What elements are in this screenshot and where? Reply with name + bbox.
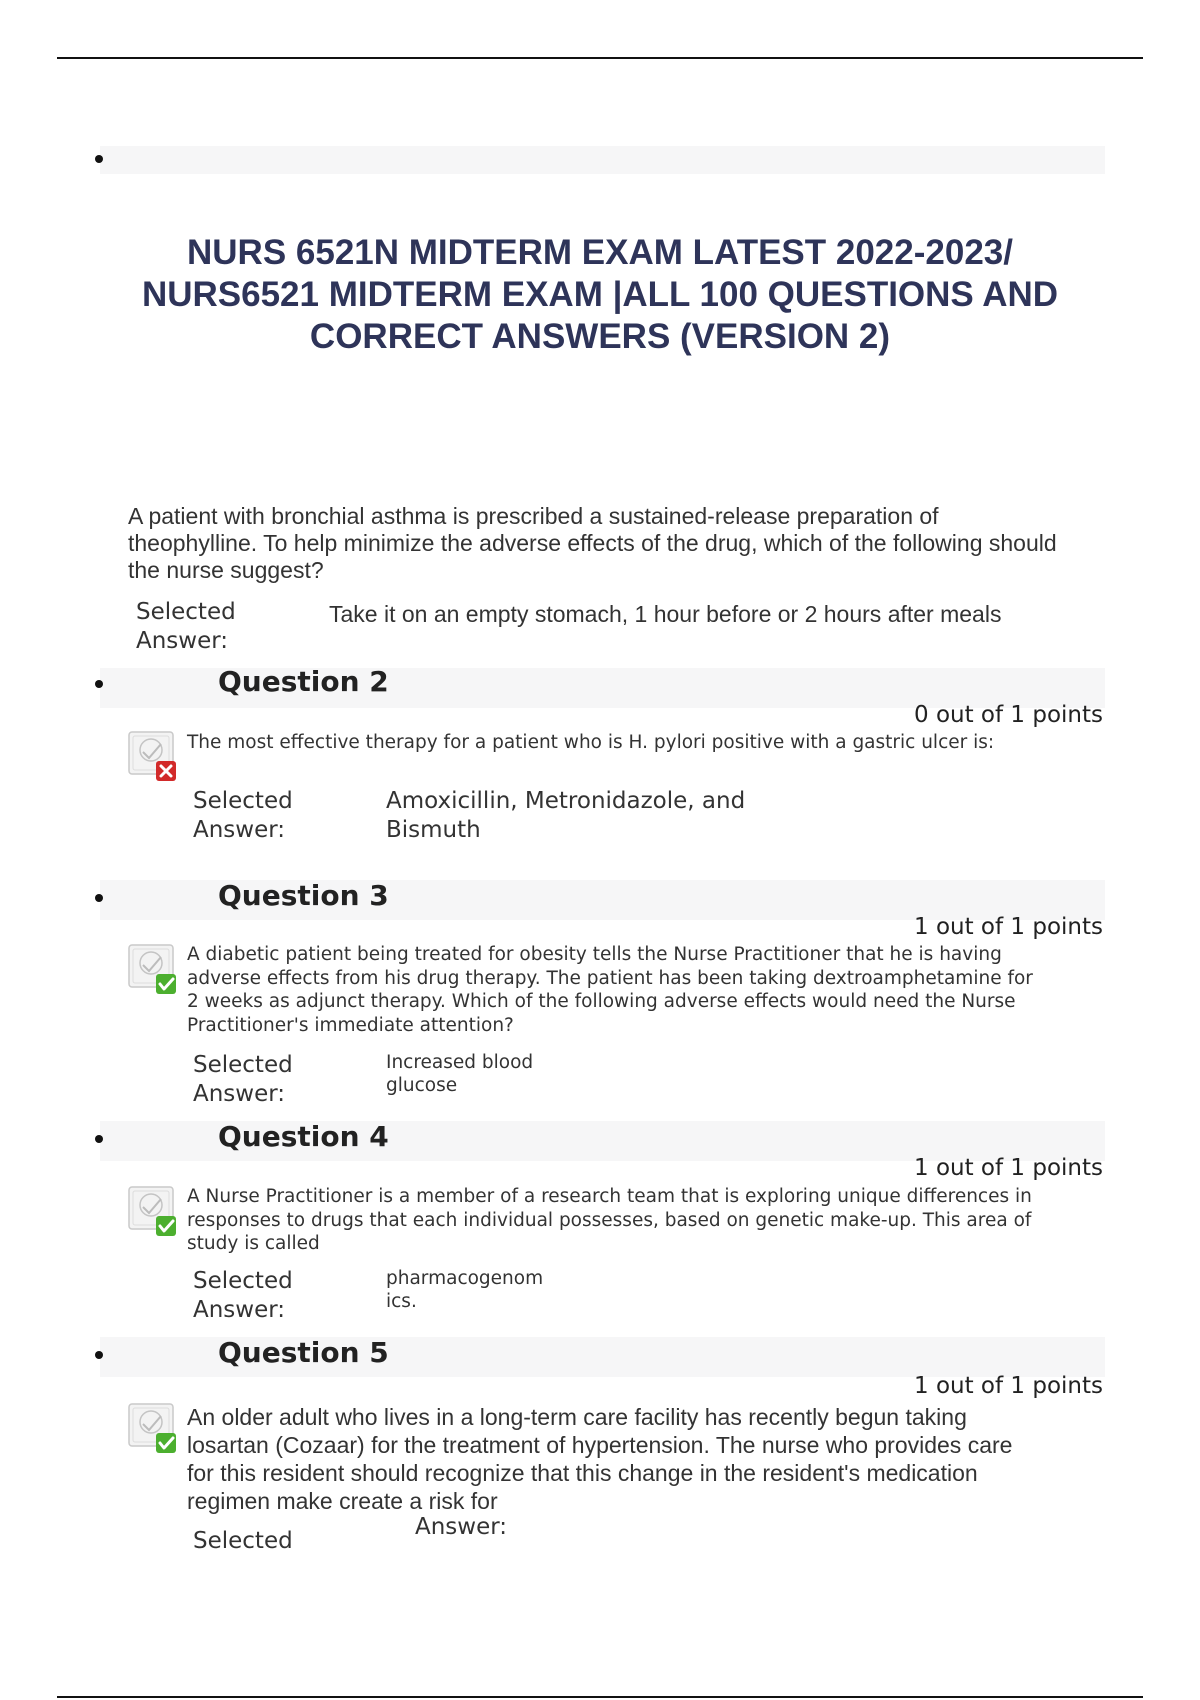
- title-line-2: NURS6521 MIDTERM EXAM |ALL 100 QUESTIONS AND: [141, 275, 1059, 314]
- q2-selected-answer: Amoxicillin, Metronidazole, and Bismuth: [386, 788, 746, 843]
- question-2-heading: Question 2: [218, 665, 389, 698]
- question-1-text: A patient with bronchial asthma is prescribed a sustained-release preparation of theophylline. To help minimize the adverse effects of the drug, which of the following should the nurse suggest?: [128, 503, 1057, 583]
- empty-bullet-band: [100, 146, 1105, 174]
- title-line-3: CORRECT ANSWERS (VERSION 2): [309, 317, 891, 356]
- question-2-points: 0 out of 1 points: [914, 702, 1103, 728]
- q3-selected-answer: Increased blood glucose: [386, 1052, 534, 1096]
- q5-selected-label: Selected: [193, 1528, 293, 1554]
- q4-selected-answer: pharmacogenom ics.: [386, 1268, 544, 1312]
- q1-selected-label: Selected Answer:: [136, 599, 236, 654]
- q2-selected-label: Selected Answer:: [193, 788, 293, 843]
- bullet-dot: [95, 1351, 103, 1359]
- question-3-text: A diabetic patient being treated for obesity tells the Nurse Practitioner that he is having adverse effects from his drug therapy. The patient has been taking dextroamphetamine for 2 weeks as adjunct therapy. Which of the following adverse effects would need the Nurse Practitioner's immediate attention?: [187, 944, 1033, 1036]
- correct-icon: [127, 1185, 183, 1237]
- bullet-dot: [95, 894, 103, 902]
- top-rule: [57, 57, 1143, 59]
- question-4-text: A Nurse Practitioner is a member of a research team that is exploring unique differences in responses to drugs that each individual possesses, based on genetic make-up. This area of study is called: [187, 1186, 1032, 1254]
- question-5-heading: Question 5: [218, 1336, 389, 1369]
- document-title: [90, 232, 1110, 358]
- bullet-dot: [95, 680, 103, 688]
- question-3-heading: Question 3: [218, 879, 389, 912]
- bottom-rule: [57, 1696, 1143, 1698]
- question-2-text: The most effective therapy for a patient who is H. pylori positive with a gastric ulcer is:: [187, 732, 995, 753]
- question-4-heading: Question 4: [218, 1120, 389, 1153]
- question-4-points: 1 out of 1 points: [914, 1155, 1103, 1181]
- bullet-dot: [95, 155, 103, 163]
- q4-selected-label: Selected Answer:: [193, 1268, 293, 1323]
- q3-selected-label: Selected Answer:: [193, 1052, 293, 1107]
- incorrect-icon: [127, 730, 183, 782]
- bullet-dot: [95, 1135, 103, 1143]
- question-3-points: 1 out of 1 points: [914, 914, 1103, 940]
- title-line-1: NURS 6521N MIDTERM EXAM LATEST 2022-2023/: [187, 233, 1013, 272]
- question-5-points: 1 out of 1 points: [914, 1373, 1103, 1399]
- correct-icon: [127, 943, 183, 995]
- question-5-text: An older adult who lives in a long-term care facility has recently begun taking losartan (Cozaar) for the treatment of hypertension. The nurse who provides care for this resident should recognize that this change in the resident's medication regimen make create a risk for: [187, 1404, 1013, 1514]
- q1-selected-answer: Take it on an empty stomach, 1 hour before or 2 hours after meals: [329, 601, 1002, 627]
- q5-answer-label: Answer:: [415, 1514, 508, 1540]
- correct-icon: [127, 1402, 183, 1454]
